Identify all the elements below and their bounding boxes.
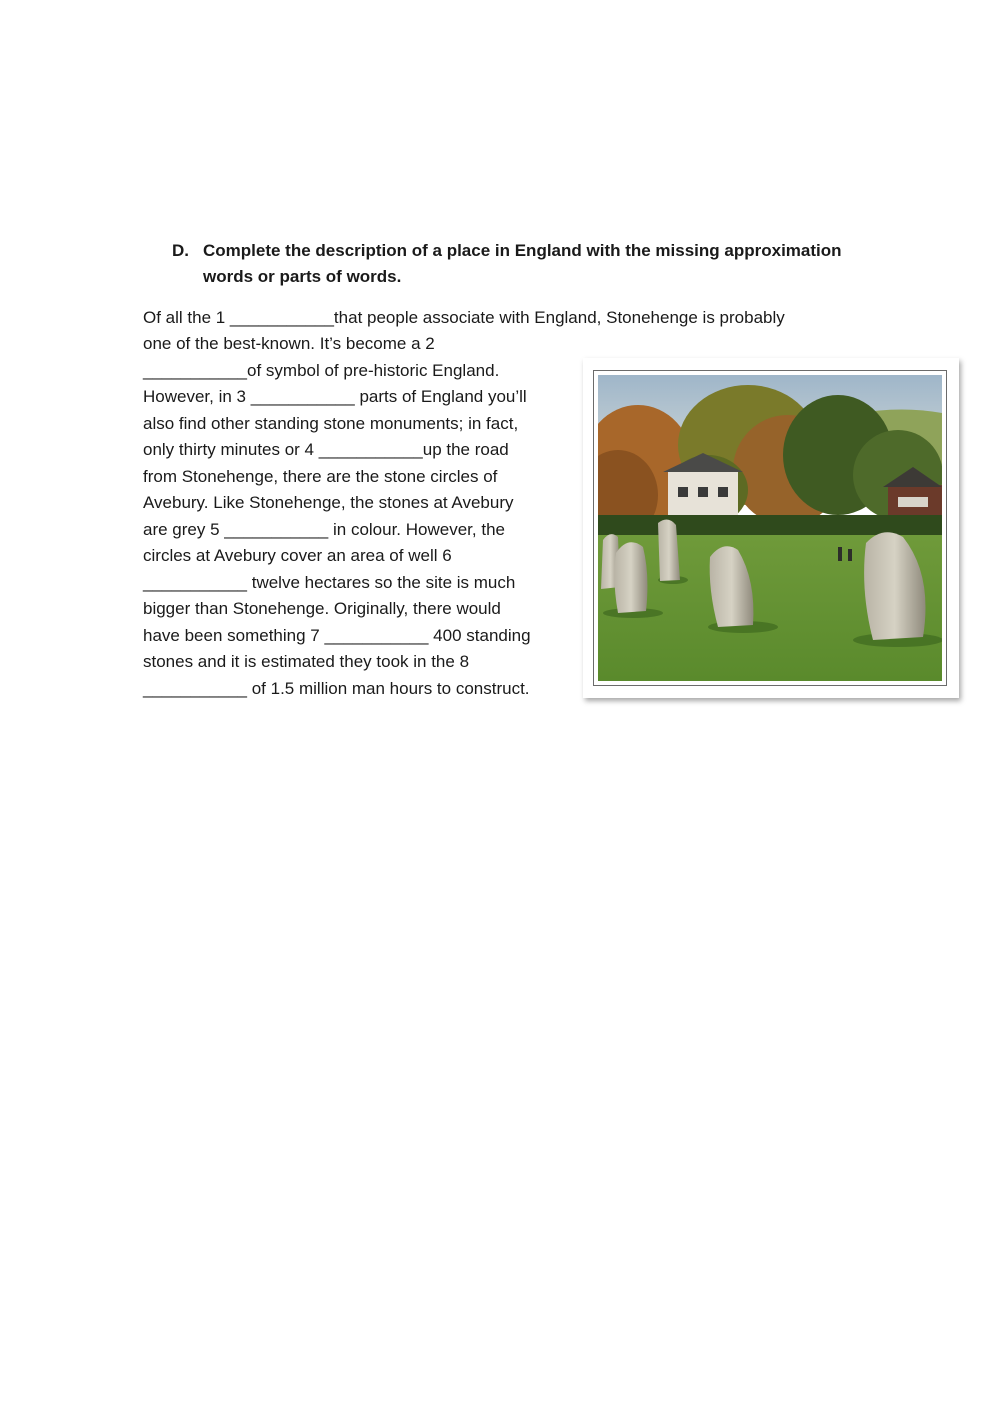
passage-line: However, in 3 ___________ parts of England you’ll: [143, 387, 527, 406]
passage-line: are grey 5 ___________ in colour. However, the: [143, 520, 505, 539]
passage-line: only thirty minutes or 4 ___________up the road: [143, 440, 509, 459]
passage-line: bigger than Stonehenge. Originally, there would: [143, 599, 501, 618]
exercise-letter: D.: [172, 241, 189, 260]
photo-frame: [583, 358, 959, 698]
avebury-stones-photo: [598, 375, 942, 681]
passage-line: also find other standing stone monuments; in fact,: [143, 414, 519, 433]
exercise-heading: [172, 238, 892, 290]
passage-line: ___________of symbol of pre-historic England.: [143, 361, 500, 380]
passage-line: have been something 7 ___________ 400 standing: [143, 626, 531, 645]
passage-line: one of the best-known. It’s become a 2: [143, 334, 435, 353]
passage-line: stones and it is estimated they took in the 8: [143, 652, 470, 671]
photo-border: [593, 370, 947, 686]
passage-line: Of all the 1 ___________that people associate with England, Stonehenge is probably: [143, 308, 785, 327]
passage-line: Avebury. Like Stonehenge, the stones at Avebury: [143, 493, 514, 512]
passage-line: circles at Avebury cover an area of well 6: [143, 546, 452, 565]
passage-line: from Stonehenge, there are the stone circles of: [143, 467, 498, 486]
exercise-instruction: Complete the description of a place in England with the missing approximation words or parts of words.: [203, 241, 842, 286]
passage-line: ___________ twelve hectares so the site is much: [143, 573, 516, 592]
passage-line: ___________ of 1.5 million man hours to construct.: [143, 679, 530, 698]
